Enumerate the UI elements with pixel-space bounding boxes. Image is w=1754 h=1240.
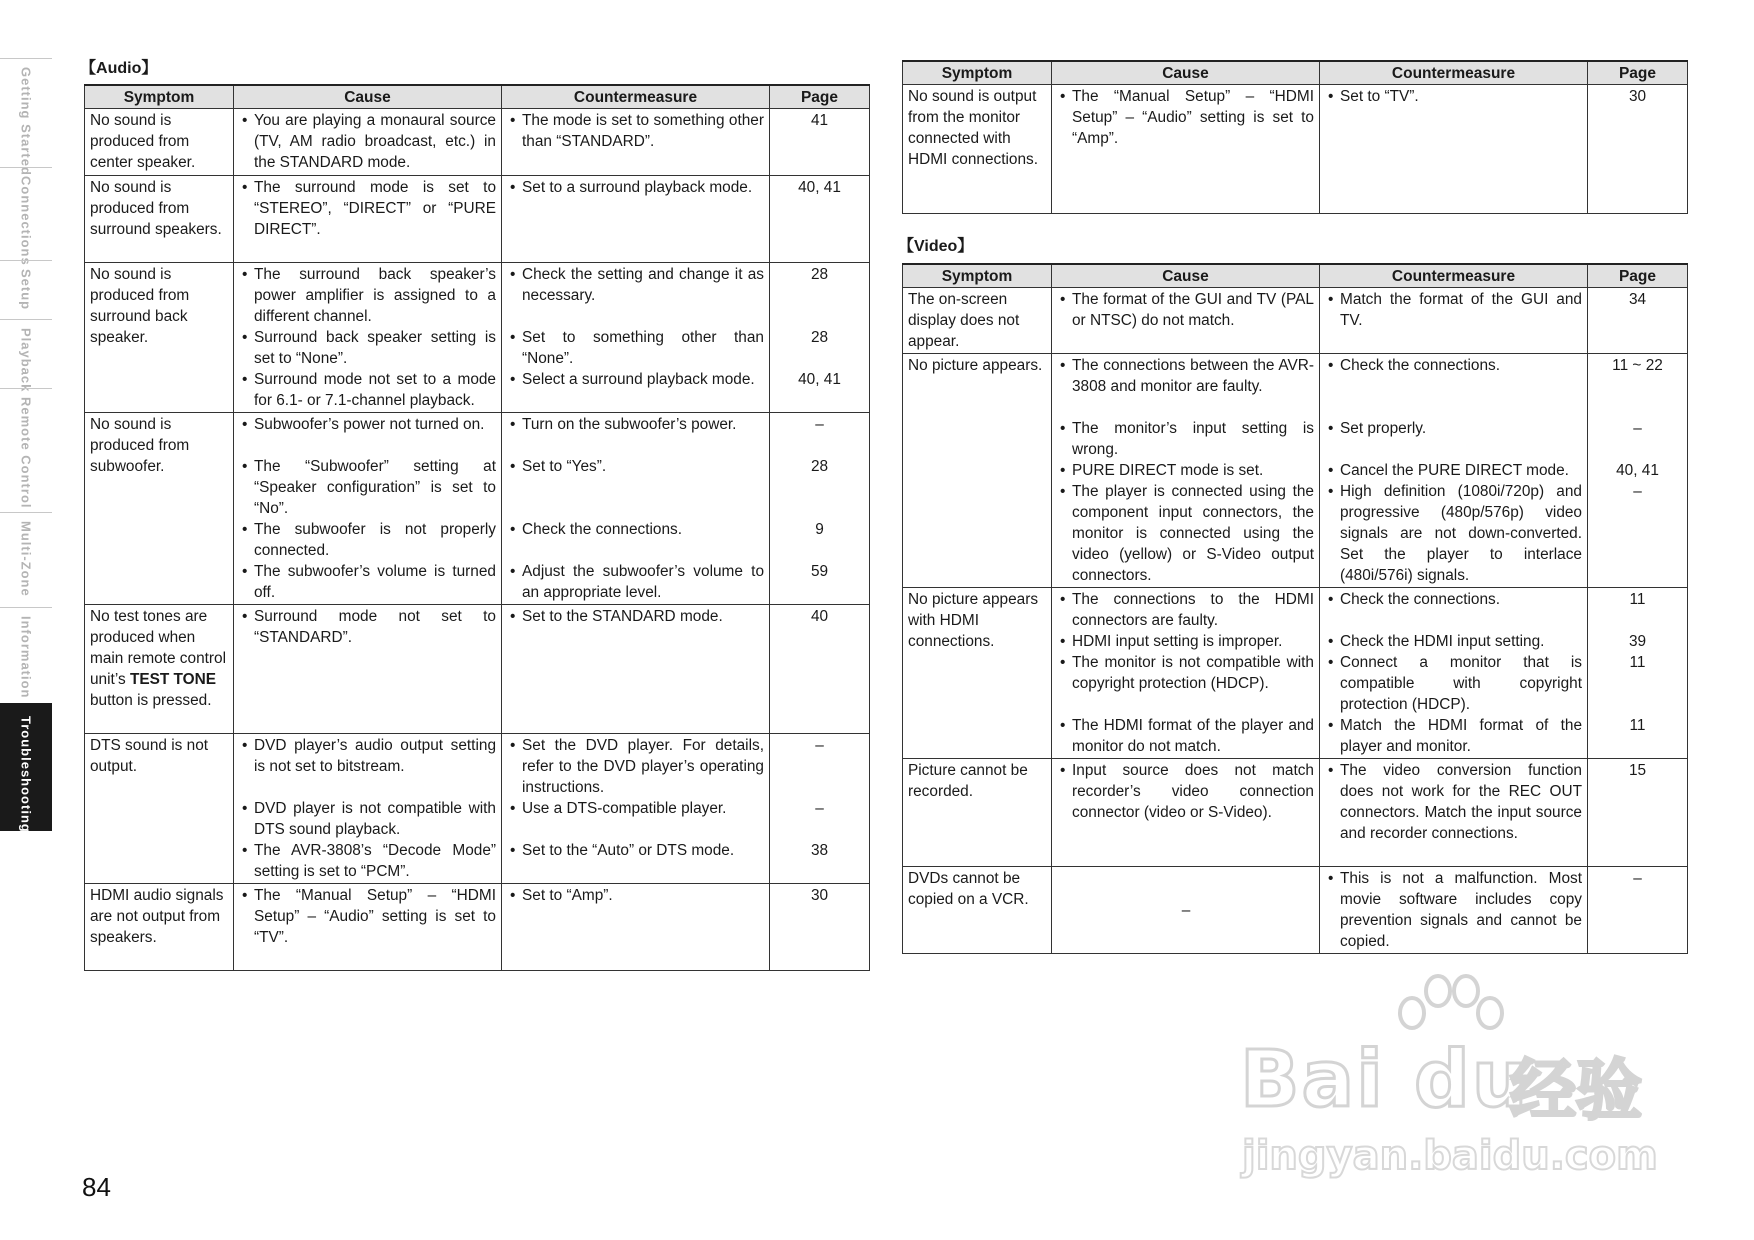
countermeasure-item: • Set to the STANDARD mode.: [508, 606, 764, 627]
audio-continued-table: [902, 60, 1688, 214]
tab-remote-control[interactable]: Remote Control: [0, 388, 52, 512]
page-ref: 40: [810, 608, 829, 625]
watermark-logo: Bai du: [1240, 1035, 1530, 1125]
header-cause: Cause: [234, 85, 502, 109]
table-row: [85, 176, 870, 263]
countermeasure-item: • Cancel the PURE DIRECT mode.: [1326, 460, 1582, 481]
header-countermeasure: Countermeasure: [1320, 264, 1588, 288]
header-countermeasure: Countermeasure: [502, 85, 770, 109]
baidu-jingyan-watermark: [1240, 975, 1660, 1179]
header-symptom: Symptom: [903, 61, 1052, 85]
page-ref: –: [1633, 870, 1642, 887]
page-cell: [770, 413, 870, 605]
countermeasure-item: • Check the connections.: [1326, 355, 1582, 418]
page-ref: 38: [810, 842, 829, 859]
cause-item: • The “Manual Setup” – “HDMI Setup” – “Audio” setting is set to “Amp”.: [1058, 86, 1314, 149]
countermeasure-cell: [502, 734, 770, 884]
symptom-cell: No picture appears with HDMI connections.: [903, 588, 1052, 759]
cause-cell: [234, 884, 502, 971]
page-ref: –: [815, 416, 824, 433]
page-cell: [770, 176, 870, 263]
cause-item: • The “Subwoofer” setting at “Speaker configuration” is set to “No”.: [240, 456, 496, 519]
page-ref: 30: [1628, 88, 1647, 105]
countermeasure-item: • Use a DTS-compatible player.: [508, 798, 764, 840]
page-ref: 28: [810, 266, 829, 283]
cause-item: • The surround back speaker’s power amplifier is assigned to a different channel.: [240, 264, 496, 327]
countermeasure-item: • Set to the “Auto” or DTS mode.: [508, 840, 764, 882]
countermeasure-cell: [1320, 867, 1588, 954]
header-cause: Cause: [1052, 264, 1320, 288]
countermeasure-item: • The mode is set to something other than “STANDARD”.: [508, 110, 764, 152]
cause-item: • The format of the GUI and TV (PAL or NTSC) do not match.: [1058, 289, 1314, 331]
symptom-cell: No sound is produced from surround back speaker.: [85, 263, 234, 413]
table-row: [903, 288, 1688, 354]
symptom-cell: HDMI audio signals are not output from speakers.: [85, 884, 234, 971]
page-ref: –: [1633, 420, 1642, 437]
cause-item: • The surround mode is set to “STEREO”, “DIRECT” or “PURE DIRECT”.: [240, 177, 496, 240]
table-row: [903, 867, 1688, 954]
countermeasure-item: • Set to “TV”.: [1326, 86, 1582, 107]
audio-section-title: 【Audio】: [80, 60, 158, 77]
cause-cell: –: [1052, 867, 1320, 954]
countermeasure-item: • High definition (1080i/720p) and progressive (480p/576p) video signals are not down-converted. Set the player to interlace (480i/576i) signals.: [1326, 481, 1582, 586]
page-ref: 9: [815, 521, 824, 538]
cause-item: • Surround mode not set to “STANDARD”.: [240, 606, 496, 648]
countermeasure-item: • Check the setting and change it as necessary.: [508, 264, 764, 327]
page-cell: [770, 109, 870, 176]
symptom-cell: No test tones are produced when main remote control unit’s TEST TONE button is pressed.: [85, 605, 234, 734]
countermeasure-item: • Adjust the subwoofer’s volume to an appropriate level.: [508, 561, 764, 603]
cause-cell: [234, 605, 502, 734]
cause-item: • You are playing a monaural source (TV, AM radio broadcast, etc.) in the STANDARD mode.: [240, 110, 496, 173]
countermeasure-cell: [502, 176, 770, 263]
table-row: [85, 884, 870, 971]
cause-item: • DVD player is not compatible with DTS sound playback.: [240, 798, 496, 840]
tab-getting-started[interactable]: Getting Started: [0, 58, 52, 167]
cause-item: • Subwoofer’s power not turned on.: [240, 414, 496, 456]
cause-cell: [1052, 85, 1320, 214]
watermark-chinese: 经验: [1510, 1052, 1642, 1129]
cause-cell: [1052, 354, 1320, 588]
page-ref: 30: [810, 887, 829, 904]
table-row: [85, 263, 870, 413]
cause-item: • Input source does not match recorder’s video connection connector (video or S-Video).: [1058, 760, 1314, 823]
page-cell: [770, 263, 870, 413]
page-cell: [1588, 759, 1688, 867]
page-cell: [1588, 85, 1688, 214]
page-ref: 40, 41: [798, 179, 841, 196]
countermeasure-item: • Check the connections.: [1326, 589, 1582, 631]
video-section-title: 【Video】: [898, 238, 974, 255]
cause-item: • Surround back speaker setting is set to “None”.: [240, 327, 496, 369]
symptom-cell: No sound is produced from center speaker.: [85, 109, 234, 176]
page-cell: [770, 884, 870, 971]
cause-cell: [1052, 288, 1320, 354]
cause-item: • HDMI input setting is improper.: [1058, 631, 1314, 652]
table-row: [903, 759, 1688, 867]
cause-item: • Surround mode not set to a mode for 6.1- or 7.1-channel playback.: [240, 369, 496, 411]
header-symptom: Symptom: [903, 264, 1052, 288]
table-row: [903, 588, 1688, 759]
page-cell: [770, 734, 870, 884]
countermeasure-cell: [502, 109, 770, 176]
page-cell: [1588, 354, 1688, 588]
page-ref: –: [815, 800, 824, 817]
header-symptom: Symptom: [85, 85, 234, 109]
cause-cell: [1052, 759, 1320, 867]
cause-item: • The monitor is not compatible with copyright protection (HDCP).: [1058, 652, 1314, 715]
page-ref: 11 ~ 22: [1612, 357, 1663, 374]
header-cause: Cause: [1052, 61, 1320, 85]
countermeasure-item: • Match the format of the GUI and TV.: [1326, 289, 1582, 331]
countermeasure-cell: [502, 605, 770, 734]
countermeasure-cell: [1320, 588, 1588, 759]
cause-cell: [234, 734, 502, 884]
cause-cell: [1052, 588, 1320, 759]
table-row: [85, 413, 870, 605]
page-cell: [1588, 588, 1688, 759]
countermeasure-cell: [502, 263, 770, 413]
cause-item: • The HDMI format of the player and monitor do not match.: [1058, 715, 1314, 757]
tab-multi-zone[interactable]: Multi-Zone: [0, 512, 52, 607]
page-ref: 11: [1629, 654, 1646, 671]
countermeasure-item: • Set to “Amp”.: [508, 885, 764, 906]
symptom-cell: Picture cannot be recorded.: [903, 759, 1052, 867]
page-number: 84: [82, 1172, 111, 1202]
countermeasure-cell: [1320, 288, 1588, 354]
page-cell: [1588, 867, 1688, 954]
table-row: [85, 605, 870, 734]
tab-playback[interactable]: Playback: [0, 319, 52, 388]
countermeasure-item: • Set properly.: [1326, 418, 1582, 460]
symptom-cell: No sound is output from the monitor connected with HDMI connections.: [903, 85, 1052, 214]
header-page: Page: [1588, 264, 1688, 288]
tab-information[interactable]: Information: [0, 607, 52, 703]
audio-troubleshooting-table: [84, 84, 870, 971]
countermeasure-item: • Turn on the subwoofer’s power.: [508, 414, 764, 456]
test-tone-button-label: TEST TONE: [129, 671, 217, 688]
symptom-cell: DVDs cannot be copied on a VCR.: [903, 867, 1052, 954]
cause-cell: [234, 109, 502, 176]
cause-item: • PURE DIRECT mode is set.: [1058, 460, 1314, 481]
video-troubleshooting-table: [902, 263, 1688, 954]
cause-item: • The player is connected using the component input connectors, the monitor is connected using the video (yellow) or S-Video output connectors.: [1058, 481, 1314, 586]
countermeasure-cell: [502, 884, 770, 971]
cause-item: • The connections between the AVR-3808 and monitor are faulty.: [1058, 355, 1314, 418]
header-page: Page: [1588, 61, 1688, 85]
tab-troubleshooting[interactable]: Troubleshooting: [0, 703, 52, 831]
page-ref: 15: [1628, 762, 1647, 779]
countermeasure-item: • Check the connections.: [508, 519, 764, 561]
page-ref: 39: [1628, 633, 1647, 650]
cause-item: • The monitor’s input setting is wrong.: [1058, 418, 1314, 460]
side-tabs: [0, 58, 52, 831]
countermeasure-item: • Select a surround playback mode.: [508, 369, 764, 411]
countermeasure-item: • The video conversion function does not work for the REC OUT connectors. Match the input source and recorder connections.: [1326, 760, 1582, 844]
symptom-cell: No sound is produced from surround speakers.: [85, 176, 234, 263]
cause-cell: [234, 263, 502, 413]
page-ref: 41: [810, 112, 829, 129]
page-cell: [770, 605, 870, 734]
countermeasure-cell: [1320, 85, 1588, 214]
countermeasure-item: • Set to something other than “None”.: [508, 327, 764, 369]
page-cell: [1588, 288, 1688, 354]
table-row: [85, 734, 870, 884]
cause-cell: [234, 176, 502, 263]
watermark-url: jingyan.baidu.com: [1242, 1133, 1658, 1179]
page-ref: 34: [1628, 291, 1647, 308]
page-ref: 59: [810, 563, 829, 580]
cause-item: • The subwoofer is not properly connected.: [240, 519, 496, 561]
table-row: [903, 85, 1688, 214]
cause-item: • The “Manual Setup” – “HDMI Setup” – “Audio” setting is set to “TV”.: [240, 885, 496, 948]
page-ref: 28: [810, 458, 829, 475]
cause-item: • The subwoofer’s volume is turned off.: [240, 561, 496, 603]
countermeasure-item: • Set to “Yes”.: [508, 456, 764, 519]
page-ref: 40, 41: [798, 371, 841, 388]
countermeasure-item: • Connect a monitor that is compatible with copyright protection (HDCP).: [1326, 652, 1582, 715]
countermeasure-item: • Check the HDMI input setting.: [1326, 631, 1582, 652]
cause-item: • DVD player’s audio output setting is not set to bitstream.: [240, 735, 496, 798]
countermeasure-cell: [1320, 354, 1588, 588]
countermeasure-cell: [1320, 759, 1588, 867]
cause-item: • The connections to the HDMI connectors are faulty.: [1058, 589, 1314, 631]
page-ref: 11: [1629, 591, 1646, 608]
symptom-cell: DTS sound is not output.: [85, 734, 234, 884]
countermeasure-item: • Match the HDMI format of the player and monitor.: [1326, 715, 1582, 757]
cause-item: • The AVR-3808’s “Decode Mode” setting is set to “PCM”.: [240, 840, 496, 882]
tab-setup[interactable]: Setup: [0, 260, 52, 319]
page-ref: 11: [1629, 717, 1646, 734]
page-ref: 28: [810, 329, 829, 346]
symptom-cell: No picture appears.: [903, 354, 1052, 588]
cause-cell: [234, 413, 502, 605]
header-page: Page: [770, 85, 870, 109]
table-row: [85, 109, 870, 176]
countermeasure-item: • Set to a surround playback mode.: [508, 177, 764, 198]
page-ref: –: [815, 737, 824, 754]
page-ref: –: [1633, 483, 1642, 500]
countermeasure-item: • This is not a malfunction. Most movie software includes copy prevention signals and cannot be copied.: [1326, 868, 1582, 952]
tab-connections[interactable]: Connections: [0, 167, 52, 260]
countermeasure-item: • Set the DVD player. For details, refer to the DVD player’s operating instructions.: [508, 735, 764, 798]
table-row: [903, 354, 1688, 588]
symptom-cell: No sound is produced from subwoofer.: [85, 413, 234, 605]
page-ref: 40, 41: [1616, 462, 1659, 479]
header-countermeasure: Countermeasure: [1320, 61, 1588, 85]
countermeasure-cell: [502, 413, 770, 605]
symptom-cell: The on-screen display does not appear.: [903, 288, 1052, 354]
